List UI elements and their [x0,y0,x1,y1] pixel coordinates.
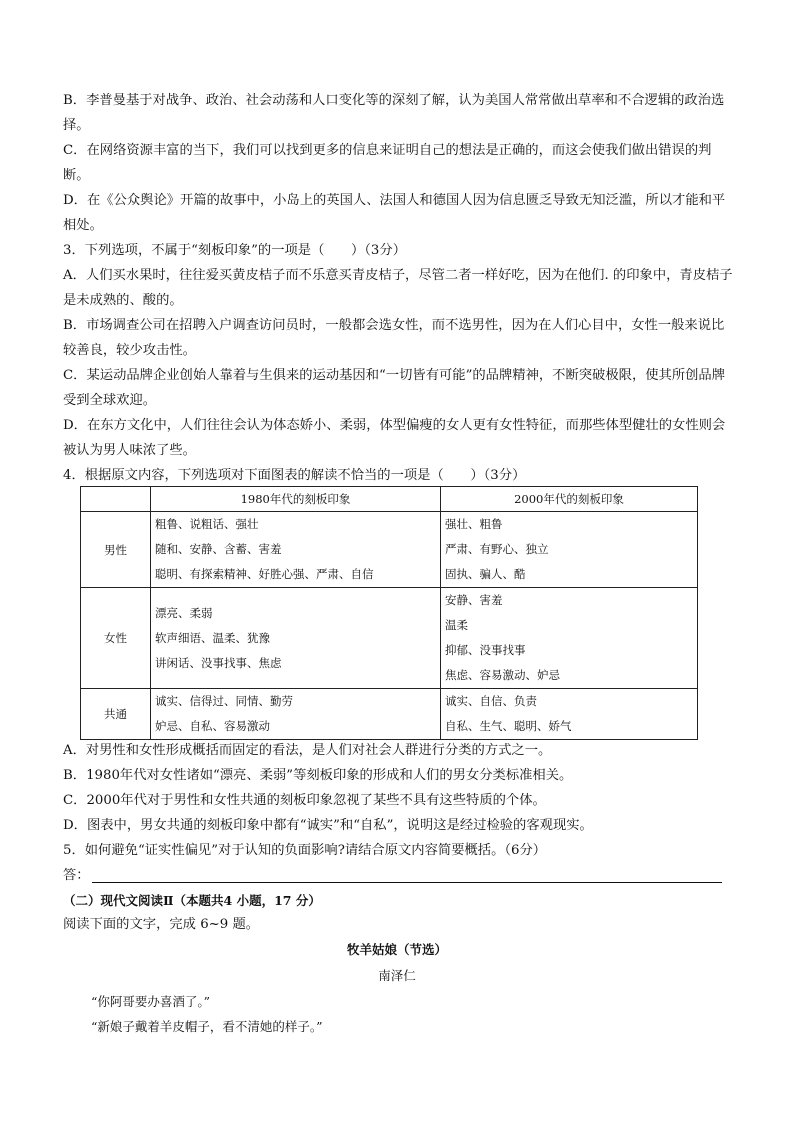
q2-option-b: B．李普曼基于对战争、政治、社会动荡和人口变化等的深刻了解，认为美国人常常做出草率和不合逻辑的政治选择。 [63,93,725,133]
table-header-1980s: 1980年代的刻板印象 [151,487,441,512]
table-row [81,588,698,689]
cell-common-2000s [441,689,698,740]
cell-line: 软声细语、温柔、犹豫 [155,630,270,645]
cell-line: 温柔 [445,618,468,632]
cell-line: 强壮、粗鲁 [445,517,503,531]
q4-option-b: B．1980年代对女性诸如“漂亮、柔弱”等刻板印象的形成和人们的男女分类标准相关。 [63,768,573,783]
passage-title: 牧羊姑娘（节选） [346,942,447,957]
table-row [81,689,698,740]
cell-line: 自私、生气、聪明、娇气 [445,719,572,733]
passage-line: “你阿哥要办喜酒了。” [91,994,211,1009]
cell-line: 固执、骗人、酷 [445,567,526,581]
table-header-2000s: 2000年代的刻板印象 [441,487,698,512]
cell-female-2000s [441,588,698,689]
cell-line: 安静、害羞 [445,593,503,607]
cell-line: 诚实、信得过、同情、勤劳 [155,694,293,708]
section-instruction: 阅读下面的文字，完成 6~9 题。 [63,917,260,932]
q4-stem: 4．根据原文内容，下列选项对下面图表的解读不恰当的一项是（ ）（3分） [63,468,526,483]
cell-line: 抑郁、没事找事 [445,643,526,657]
q4-option-c: C．2000年代对于男性和女性共通的刻板印象忽视了某些不具有这些特质的个体。 [63,793,546,808]
passage-line: “新娘子戴着羊皮帽子，看不清她的样子。” [91,1019,323,1034]
passage-author: 南泽仁 [378,968,416,983]
q4-option-a: A．对男性和女性形成概括而固定的看法，是人们对社会人群进行分类的方式之一。 [63,743,552,758]
cell-line: 妒忌、自私、容易激动 [155,719,270,733]
cell-male-1980s [151,512,441,588]
table-row [81,512,698,588]
cell-line: 焦虑、容易激动、妒忌 [445,668,560,682]
q4-option-d: D．图表中，男女共通的刻板印象中都有“诚实”和“自私”，说明这是经过检验的客观现实。 [63,818,593,833]
row-label-female: 女性 [81,588,151,689]
q2-option-c: C．在网络资源丰富的当下，我们可以找到更多的信息来证明自己的想法是正确的，而这会使我们做出错误的判断。 [63,143,712,183]
row-label-male: 男性 [81,512,151,588]
q2-option-d: D．在《公众舆论》开篇的故事中，小岛上的英国人、法国人和德国人因为信息匮乏导致无知泛滥，所以才能和平相处。 [63,193,726,233]
cell-line: 讲闲话、没事找事、焦虑 [155,655,282,670]
q3-option-c: C．某运动品牌企业创始人靠着与生俱来的运动基因和“一切皆有可能”的品牌精神，不断突破极限，使其所创品牌受到全球欢迎。 [63,368,726,408]
cell-common-1980s [151,689,441,740]
cell-male-2000s [441,512,698,588]
q3-option-b: B．市场调查公司在招聘入户调查访问员时，一般都会选女性，而不选男性，因为在人们心目中，女性一般来说比较善良，较少攻击性。 [63,318,725,358]
q3-option-a: A．人们买水果时，往往爱买黄皮桔子而不乐意买青皮桔子，尽管二者一样好吃，因为在他们. 的印象中，青皮桔子是未成熟的、酸的。 [63,268,733,308]
q3-stem: 3．下列选项，不属于“刻板印象”的一项是（ ）（3分） [63,243,406,258]
stereotype-table [80,486,698,740]
section-heading: （二）现代文阅读Ⅱ（本题共4 小题，17 分） [63,893,321,908]
q3-option-d: D．在东方文化中，人们往往会认为体态娇小、柔弱，体型偏瘦的女人更有女性特征，而那些体型健壮的女性则会被认为男人味浓了些。 [63,418,726,458]
cell-female-1980s [151,588,441,689]
row-label-common: 共通 [81,689,151,740]
table-corner-cell [81,487,151,512]
q5-stem: 5．如何避免“证实性偏见”对于认知的负面影响?请结合原文内容简要概括。（6分） [63,843,547,858]
cell-line: 严肃、有野心、独立 [445,542,549,556]
cell-line: 聪明、有探索精神、好胜心强、严肃、自信 [155,567,374,581]
cell-line: 诚实、自信、负责 [445,694,537,708]
answer-label: 答： [63,868,90,883]
cell-line: 粗鲁、说粗话、强壮 [155,517,259,531]
table-header-row [81,487,698,512]
cell-line: 漂亮、柔弱 [155,605,213,620]
answer-line[interactable] [92,882,722,883]
cell-line: 随和、安静、含蓄、害羞 [155,542,282,556]
